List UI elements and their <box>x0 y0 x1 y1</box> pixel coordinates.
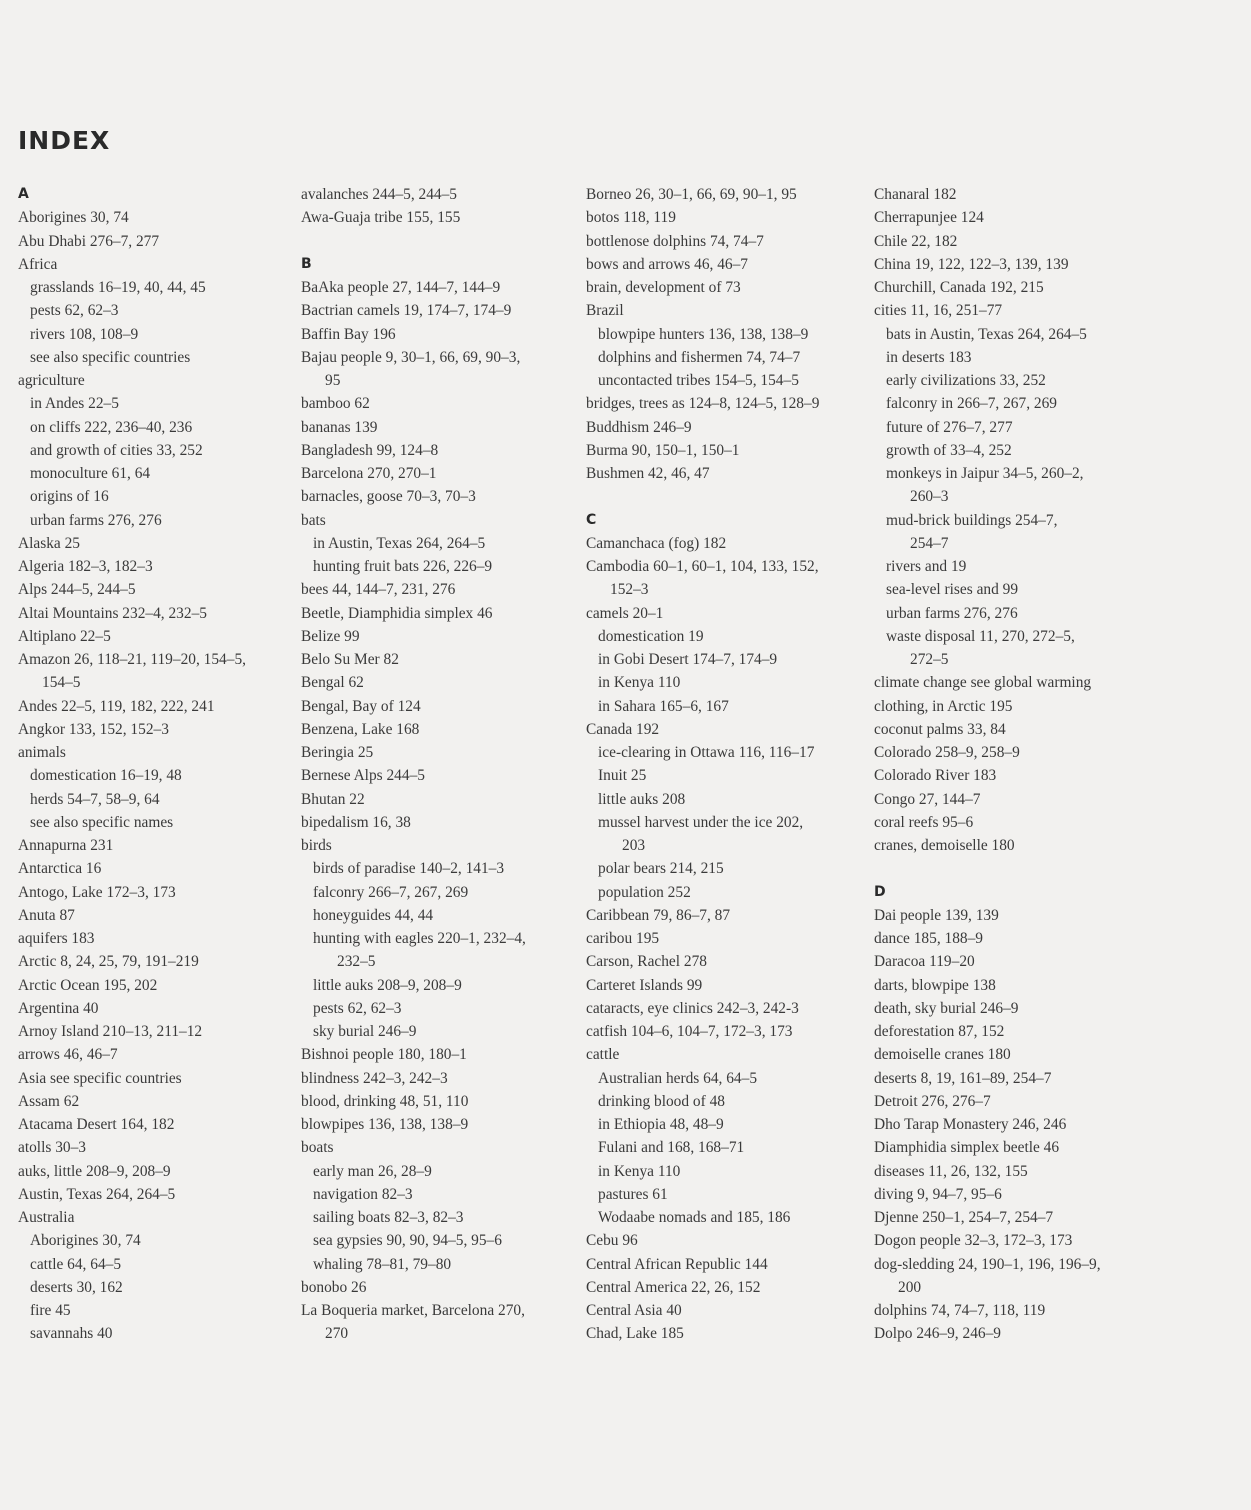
index-subentry: in Andes 22–5 <box>30 395 119 413</box>
index-entry: coral reefs 95–6 <box>874 813 974 831</box>
index-entry: Camanchaca (fog) 182 <box>586 534 727 552</box>
index-entry: Amazon 26, 118–21, 119–20, 154–5, <box>18 651 246 668</box>
index-entry: Bhutan 22 <box>301 790 365 808</box>
index-entry: Caribbean 79, 86–7, 87 <box>586 906 731 924</box>
section-letter: C <box>586 511 597 528</box>
index-entry: atolls 30–3 <box>18 1139 86 1157</box>
index-entry: Colorado 258–9, 258–9 <box>874 744 1020 761</box>
index-subentry: on cliffs 222, 236–40, 236 <box>30 418 193 436</box>
index-entry: Assam 62 <box>18 1092 80 1110</box>
index-entry: demoiselle cranes 180 <box>874 1046 1011 1064</box>
index-entry: Congo 27, 144–7 <box>874 790 981 808</box>
index-entry: Dai people 139, 139 <box>874 906 999 924</box>
index-entry-continuation: 200 <box>898 1278 922 1296</box>
index-entry: brain, development of 73 <box>586 279 741 296</box>
index-subentry: growth of 33–4, 252 <box>886 441 1012 459</box>
index-entry: animals <box>18 744 66 761</box>
index-subentry: navigation 82–3 <box>313 1185 413 1203</box>
index-entry: coconut palms 33, 84 <box>874 720 1006 738</box>
index-entry: Belo Su Mer 82 <box>301 651 399 668</box>
section-letter: B <box>301 255 312 272</box>
index-entry: Dogon people 32–3, 172–3, 173 <box>874 1232 1073 1250</box>
index-subentry: sailing boats 82–3, 82–3 <box>313 1209 464 1226</box>
index-entry: aquifers 183 <box>18 930 95 947</box>
index-entry-continuation: 272–5 <box>910 651 949 668</box>
index-subentry: grasslands 16–19, 40, 44, 45 <box>30 279 206 296</box>
index-entry: Bernese Alps 244–5 <box>301 767 425 785</box>
index-subentry: Inuit 25 <box>598 767 647 785</box>
index-entry: Beetle, Diamphidia simplex 46 <box>301 604 493 622</box>
index-entry-continuation: 95 <box>325 372 341 389</box>
index-entry: deserts 8, 19, 161–89, 254–7 <box>874 1069 1052 1087</box>
index-entry: Andes 22–5, 119, 182, 222, 241 <box>18 697 215 715</box>
section-gap <box>301 230 573 253</box>
index-subentry: sea-level rises and 99 <box>886 581 1019 599</box>
index-subentry: future of 276–7, 277 <box>886 418 1013 436</box>
index-entry: Austin, Texas 264, 264–5 <box>18 1185 176 1203</box>
page-title: INDEX <box>18 126 111 155</box>
index-entry: Algeria 182–3, 182–3 <box>18 558 153 575</box>
index-entry: birds <box>301 837 332 854</box>
index-subentry: uncontacted tribes 154–5, 154–5 <box>598 372 799 389</box>
index-subentry: in Gobi Desert 174–7, 174–9 <box>598 651 778 668</box>
index-subentry: domestication 16–19, 48 <box>30 767 182 785</box>
index-entry: Canada 192 <box>586 720 660 738</box>
index-entry: Antogo, Lake 172–3, 173 <box>18 883 176 901</box>
index-entry: Central America 22, 26, 152 <box>586 1278 761 1296</box>
index-entry: Carteret Islands 99 <box>586 976 703 994</box>
index-subentry: dolphins and fishermen 74, 74–7 <box>598 348 801 366</box>
index-entry: Alps 244–5, 244–5 <box>18 581 136 599</box>
index-entry: botos 118, 119 <box>586 209 676 227</box>
index-subentry: little auks 208 <box>598 790 686 808</box>
index-entry-continuation: 152–3 <box>610 581 649 599</box>
index-subentry: pests 62, 62–3 <box>30 302 119 320</box>
index-subentry: in Kenya 110 <box>598 1162 681 1180</box>
index-entry: barnacles, goose 70–3, 70–3 <box>301 488 476 506</box>
index-subentry: urban farms 276, 276 <box>30 511 162 529</box>
index-subentry: drinking blood of 48 <box>598 1092 725 1110</box>
index-entry: cities 11, 16, 251–77 <box>874 302 1003 320</box>
index-entry: dog-sledding 24, 190–1, 196, 196–9, <box>874 1255 1101 1273</box>
index-entry: Belize 99 <box>301 627 360 645</box>
index-entry: Benzena, Lake 168 <box>301 720 420 738</box>
index-subentry: honeyguides 44, 44 <box>313 906 434 924</box>
index-entry: Australia <box>18 1209 75 1226</box>
index-subentry: sky burial 246–9 <box>313 1023 417 1040</box>
index-subentry: fire 45 <box>30 1302 71 1319</box>
index-entry: diving 9, 94–7, 95–6 <box>874 1185 1002 1203</box>
section-letter: A <box>18 186 29 202</box>
index-entry: Bajau people 9, 30–1, 66, 69, 90–3, <box>301 348 521 366</box>
index-entry: Churchill, Canada 192, 215 <box>874 279 1044 296</box>
index-subentry: falconry 266–7, 267, 269 <box>313 883 469 901</box>
index-entry: avalanches 244–5, 244–5 <box>301 186 458 203</box>
index-subentry: in deserts 183 <box>886 348 972 366</box>
index-entry: camels 20–1 <box>586 604 664 622</box>
index-subentry: waste disposal 11, 270, 272–5, <box>886 627 1075 645</box>
index-subentry: sea gypsies 90, 90, 94–5, 95–6 <box>313 1232 502 1250</box>
index-subentry: rivers and 19 <box>886 558 967 575</box>
index-column-3 <box>586 183 858 1346</box>
index-entry: Bengal 62 <box>301 674 364 692</box>
index-entry: Barcelona 270, 270–1 <box>301 465 437 482</box>
index-entry: dolphins 74, 74–7, 118, 119 <box>874 1302 1046 1319</box>
index-entry: Bengal, Bay of 124 <box>301 697 421 715</box>
index-entry: Alaska 25 <box>18 534 80 552</box>
index-subentry: falconry in 266–7, 267, 269 <box>886 395 1057 413</box>
index-entry: Africa <box>18 255 58 273</box>
index-subentry: birds of paradise 140–2, 141–3 <box>313 860 505 878</box>
index-entry: clothing, in Arctic 195 <box>874 697 1013 715</box>
index-subentry: whaling 78–81, 79–80 <box>313 1255 452 1273</box>
index-entry: Antarctica 16 <box>18 860 102 878</box>
index-entry: Baffin Bay 196 <box>301 325 396 343</box>
index-entry: agriculture <box>18 372 85 389</box>
index-entry: Arctic 8, 24, 25, 79, 191–219 <box>18 953 199 971</box>
index-entry: Central African Republic 144 <box>586 1255 768 1273</box>
index-entry: Brazil <box>586 302 624 320</box>
index-subentry: mud-brick buildings 254–7, <box>886 511 1058 529</box>
index-entry: Cherrapunjee 124 <box>874 209 984 227</box>
index-subentry: and growth of cities 33, 252 <box>30 441 203 459</box>
index-entry: bottlenose dolphins 74, 74–7 <box>586 232 764 250</box>
index-subentry: Fulani and 168, 168–71 <box>598 1139 745 1157</box>
index-entry: Daracoa 119–20 <box>874 953 975 971</box>
index-entry: Aborigines 30, 74 <box>18 209 129 227</box>
index-entry: bananas 139 <box>301 418 378 436</box>
index-entry: bees 44, 144–7, 231, 276 <box>301 581 456 599</box>
index-entry: cranes, demoiselle 180 <box>874 837 1015 854</box>
index-entry: bamboo 62 <box>301 395 370 413</box>
section-letter: D <box>874 883 886 900</box>
index-subentry: origins of 16 <box>30 488 109 506</box>
index-subentry: pests 62, 62–3 <box>313 999 402 1017</box>
index-entry: Borneo 26, 30–1, 66, 69, 90–1, 95 <box>586 186 797 203</box>
index-entry: Arnoy Island 210–13, 211–12 <box>18 1023 203 1040</box>
index-subentry: monkeys in Jaipur 34–5, 260–2, <box>886 465 1084 482</box>
index-entry: boats <box>301 1139 334 1157</box>
index-subentry: early man 26, 28–9 <box>313 1162 432 1180</box>
index-subentry: Aborigines 30, 74 <box>30 1232 141 1250</box>
index-entry: Arctic Ocean 195, 202 <box>18 976 158 994</box>
index-entry: darts, blowpipe 138 <box>874 976 996 994</box>
index-column-1 <box>18 183 290 1346</box>
index-entry-continuation: 232–5 <box>337 953 376 971</box>
index-entry: Dolpo 246–9, 246–9 <box>874 1325 1001 1343</box>
index-entry: Central Asia 40 <box>586 1302 682 1319</box>
index-entry: bows and arrows 46, 46–7 <box>586 255 749 273</box>
index-column-2 <box>301 183 573 1346</box>
index-entry-continuation: 260–3 <box>910 488 949 506</box>
index-entry: blindness 242–3, 242–3 <box>301 1069 448 1087</box>
index-subentry: mussel harvest under the ice 202, <box>598 813 804 831</box>
index-entry: Burma 90, 150–1, 150–1 <box>586 441 740 459</box>
index-entry: diseases 11, 26, 132, 155 <box>874 1162 1028 1180</box>
index-subentry: population 252 <box>598 883 691 901</box>
index-entry: Diamphidia simplex beetle 46 <box>874 1139 1060 1157</box>
index-entry: Bishnoi people 180, 180–1 <box>301 1046 467 1064</box>
index-entry: deforestation 87, 152 <box>874 1023 1005 1040</box>
section-gap <box>874 857 1146 880</box>
index-entry: climate change see global warming <box>874 674 1092 692</box>
index-subentry: savannahs 40 <box>30 1325 113 1343</box>
index-entry: Atacama Desert 164, 182 <box>18 1116 175 1133</box>
index-entry: BaAka people 27, 144–7, 144–9 <box>301 279 501 296</box>
index-entry-continuation: 254–7 <box>910 534 949 552</box>
index-subentry: herds 54–7, 58–9, 64 <box>30 790 160 808</box>
index-entry: La Boqueria market, Barcelona 270, <box>301 1302 525 1319</box>
index-entry: Cebu 96 <box>586 1232 638 1250</box>
index-entry: Dho Tarap Monastery 246, 246 <box>874 1116 1067 1133</box>
index-subentry: bats in Austin, Texas 264, 264–5 <box>886 325 1087 343</box>
index-entry-continuation: 203 <box>622 837 646 854</box>
index-entry: Asia see specific countries <box>18 1069 182 1087</box>
index-entry: Detroit 276, 276–7 <box>874 1092 991 1110</box>
index-entry: Bactrian camels 19, 174–7, 174–9 <box>301 302 512 320</box>
index-entry: Angkor 133, 152, 152–3 <box>18 720 169 738</box>
index-entry: Bangladesh 99, 124–8 <box>301 441 439 459</box>
index-entry: Altiplano 22–5 <box>18 627 111 645</box>
index-entry: bonobo 26 <box>301 1278 367 1296</box>
index-entry: China 19, 122, 122–3, 139, 139 <box>874 255 1069 273</box>
index-entry: cattle <box>586 1046 620 1064</box>
index-subentry: Australian herds 64, 64–5 <box>598 1069 758 1087</box>
index-entry: Beringia 25 <box>301 744 374 761</box>
index-entry: Chanaral 182 <box>874 186 957 203</box>
index-subentry: early civilizations 33, 252 <box>886 372 1046 389</box>
index-entry: catfish 104–6, 104–7, 172–3, 173 <box>586 1023 793 1040</box>
index-entry: caribou 195 <box>586 930 660 947</box>
index-entry-continuation: 270 <box>325 1325 349 1343</box>
index-subentry: see also specific names <box>30 813 174 831</box>
index-subentry: in Austin, Texas 264, 264–5 <box>313 534 486 552</box>
index-entry: Chad, Lake 185 <box>586 1325 684 1343</box>
index-entry: Colorado River 183 <box>874 767 997 785</box>
index-entry: bats <box>301 511 326 529</box>
index-subentry: domestication 19 <box>598 627 704 645</box>
index-entry: Argentina 40 <box>18 999 99 1017</box>
index-subentry: Wodaabe nomads and 185, 186 <box>598 1209 791 1226</box>
index-entry: dance 185, 188–9 <box>874 930 983 947</box>
index-subentry: see also specific countries <box>30 348 191 366</box>
index-entry: Cambodia 60–1, 60–1, 104, 133, 152, <box>586 558 819 575</box>
index-entry: death, sky burial 246–9 <box>874 999 1019 1017</box>
index-subentry: pastures 61 <box>598 1185 668 1203</box>
index-subentry: in Kenya 110 <box>598 674 681 692</box>
index-entry-continuation: 154–5 <box>42 674 81 692</box>
index-entry: blowpipes 136, 138, 138–9 <box>301 1116 469 1133</box>
index-entry: Anuta 87 <box>18 906 75 924</box>
index-subentry: hunting with eagles 220–1, 232–4, <box>313 930 526 947</box>
index-subentry: polar bears 214, 215 <box>598 860 724 878</box>
index-subentry: hunting fruit bats 226, 226–9 <box>313 558 493 575</box>
index-entry: Awa-Guaja tribe 155, 155 <box>301 209 461 227</box>
index-subentry: little auks 208–9, 208–9 <box>313 976 462 994</box>
index-entry: Chile 22, 182 <box>874 232 958 250</box>
index-entry: Abu Dhabi 276–7, 277 <box>18 232 160 250</box>
index-entry: arrows 46, 46–7 <box>18 1046 118 1064</box>
index-column-4 <box>874 183 1146 1346</box>
index-entry: blood, drinking 48, 51, 110 <box>301 1092 469 1110</box>
index-subentry: in Sahara 165–6, 167 <box>598 697 729 715</box>
index-entry: bridges, trees as 124–8, 124–5, 128–9 <box>586 395 820 413</box>
index-subentry: blowpipe hunters 136, 138, 138–9 <box>598 325 809 343</box>
index-entry: Altai Mountains 232–4, 232–5 <box>18 604 207 622</box>
index-subentry: monoculture 61, 64 <box>30 465 151 482</box>
index-entry: cataracts, eye clinics 242–3, 242-3 <box>586 999 799 1017</box>
index-subentry: cattle 64, 64–5 <box>30 1255 122 1273</box>
index-subentry: rivers 108, 108–9 <box>30 325 139 343</box>
index-subentry: ice-clearing in Ottawa 116, 116–17 <box>598 744 815 761</box>
index-subentry: deserts 30, 162 <box>30 1278 123 1296</box>
index-entry: auks, little 208–9, 208–9 <box>18 1162 171 1180</box>
index-entry: bipedalism 16, 38 <box>301 813 411 831</box>
index-subentry: urban farms 276, 276 <box>886 604 1018 622</box>
index-entry: Annapurna 231 <box>18 837 114 854</box>
index-subentry: in Ethiopia 48, 48–9 <box>598 1116 724 1133</box>
index-entry: Bushmen 42, 46, 47 <box>586 465 710 482</box>
index-entry: Buddhism 246–9 <box>586 418 692 436</box>
section-gap <box>586 485 858 508</box>
index-entry: Djenne 250–1, 254–7, 254–7 <box>874 1209 1054 1226</box>
index-entry: Carson, Rachel 278 <box>586 953 707 971</box>
